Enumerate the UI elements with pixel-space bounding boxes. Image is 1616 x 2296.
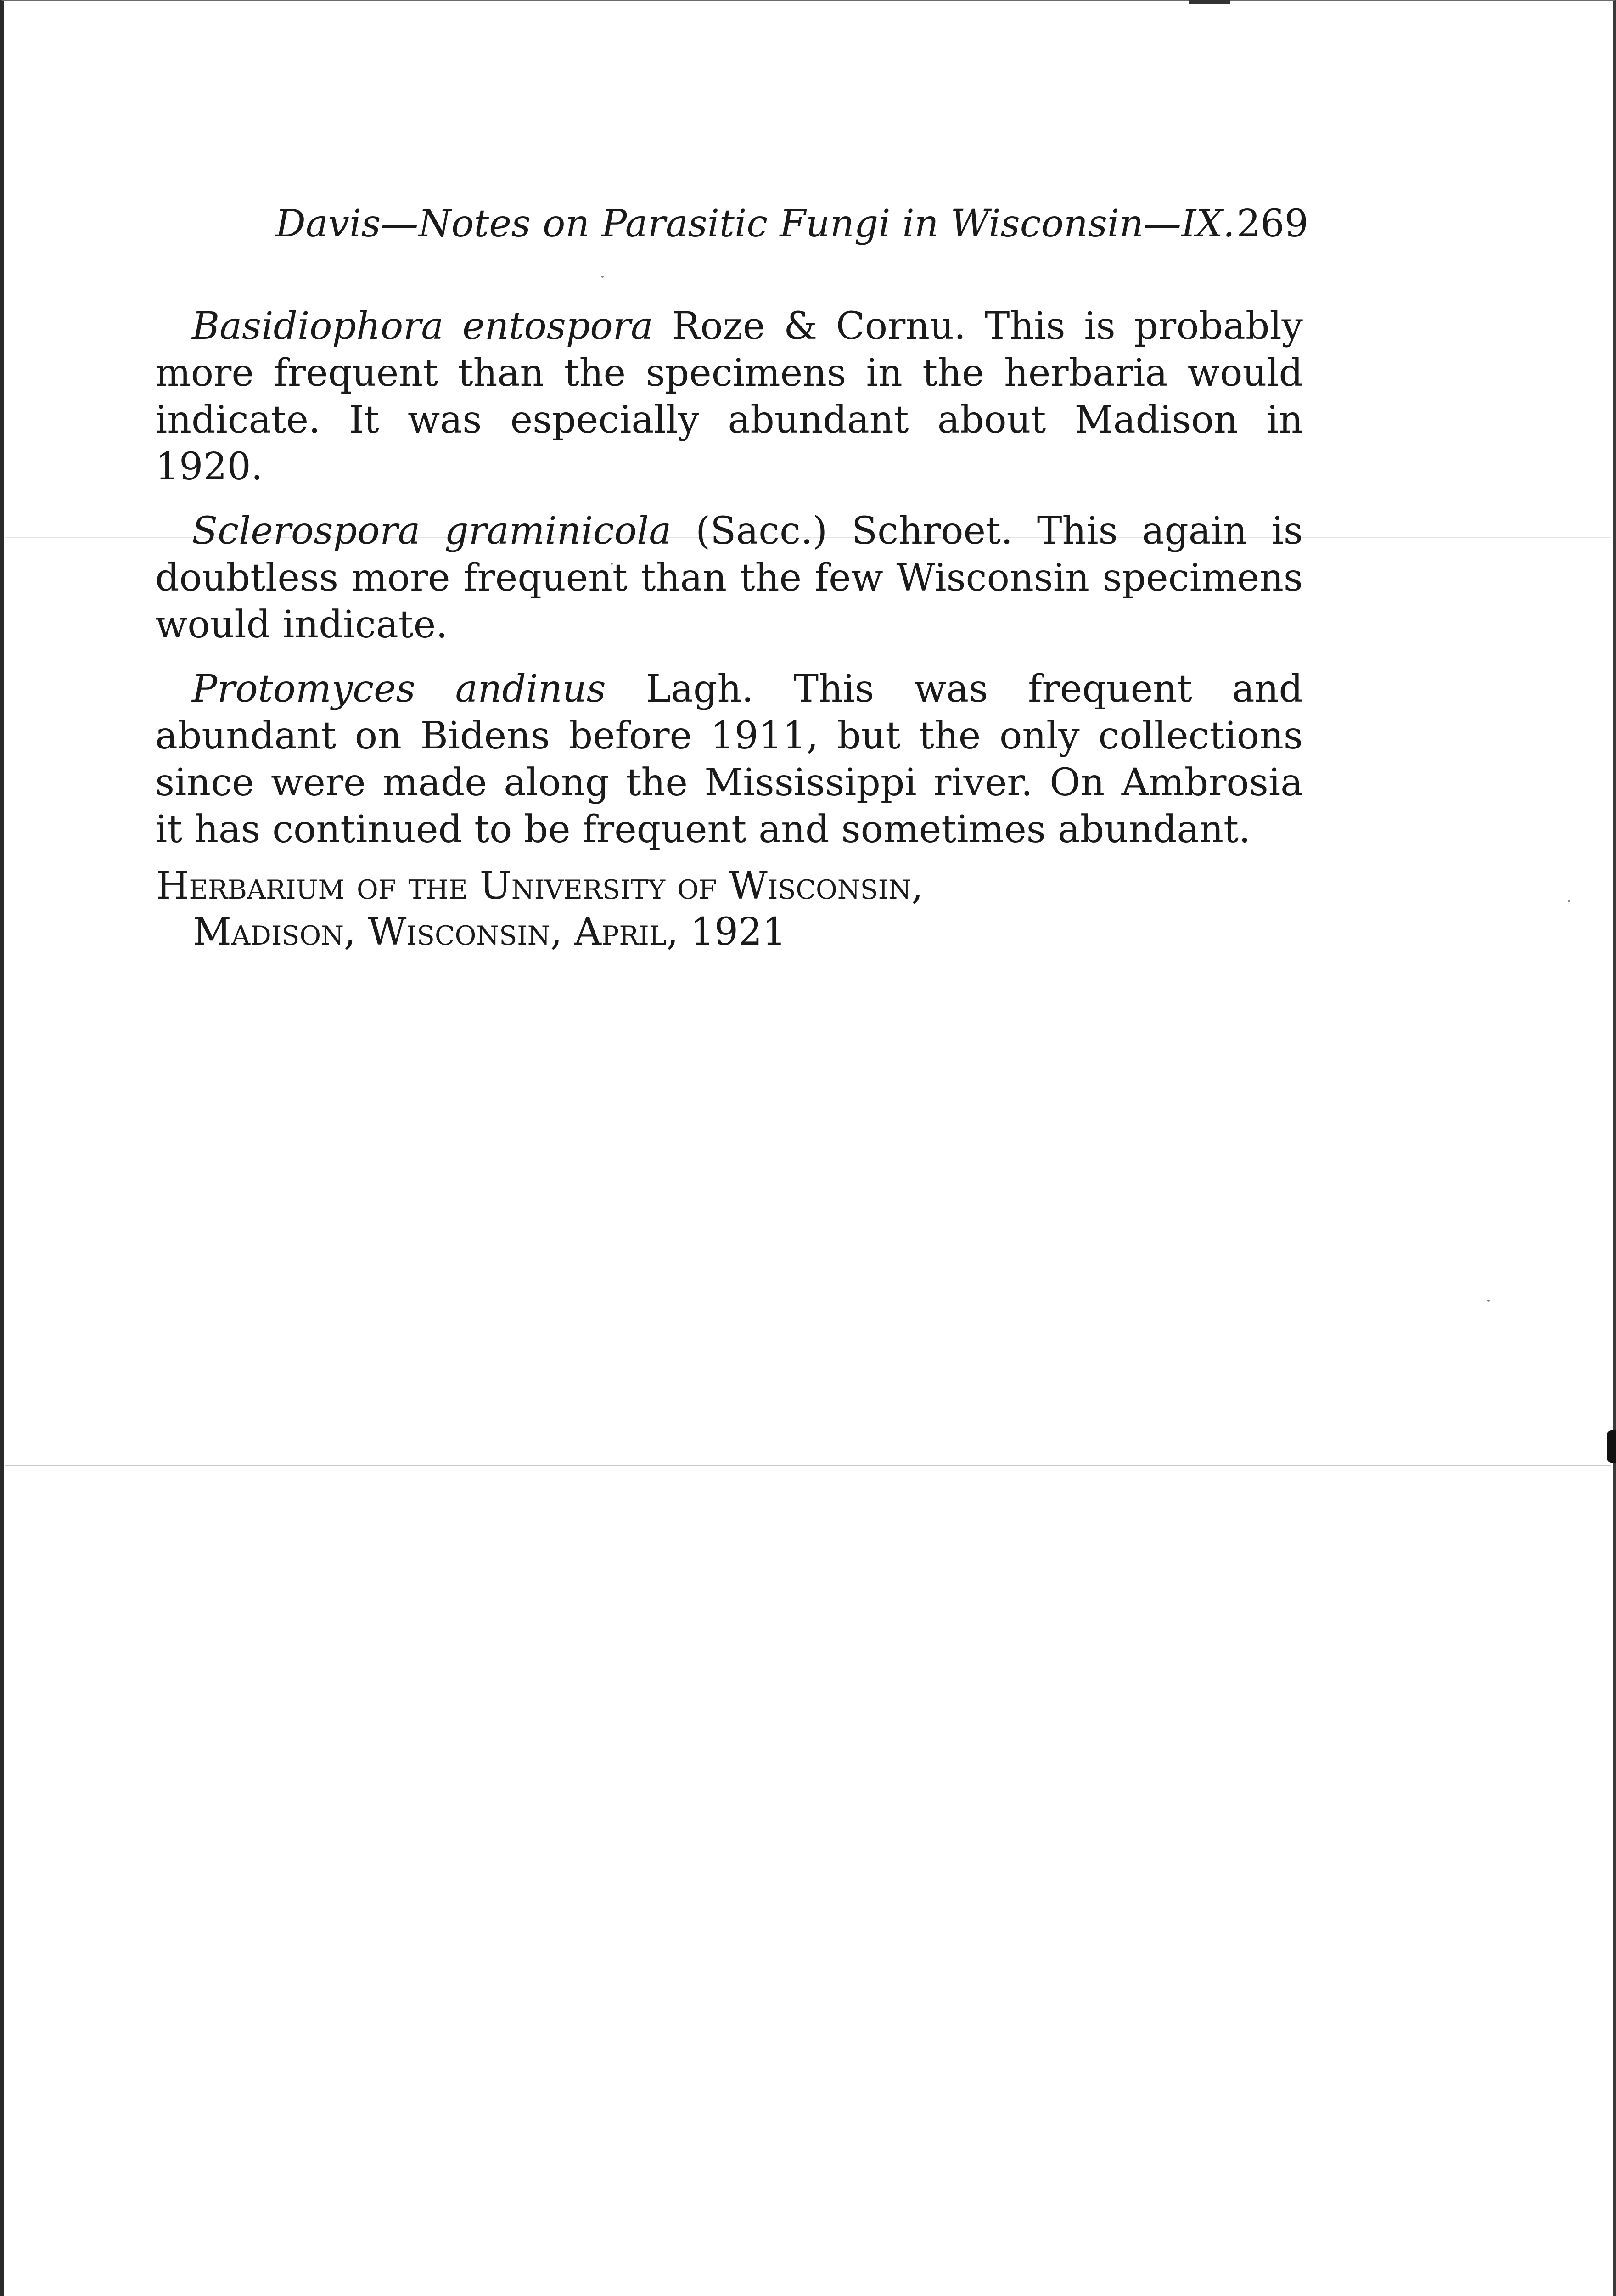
scan-speck: [1487, 1300, 1490, 1302]
running-title: Davis—Notes on Parasitic Fungi in Wisconsin—IX.: [275, 202, 1235, 246]
fold-line: [5, 1465, 1611, 1466]
scan-speck: [1568, 900, 1570, 902]
taxon-name: Sclerospora graminicola: [192, 509, 672, 553]
taxon-name: Protomyces andinus: [192, 667, 606, 711]
paragraph-text: Roze & Cornu. This is probably more frequent than the specimens in the herbaria would indicate. It was especially abundant about Madison in 1920.: [155, 304, 1303, 489]
paragraph-text: (Sacc.) Schroet. This again is doubtless more frequent than the few Wisconsin specimens would indicate.: [155, 509, 1303, 647]
scan-edge-mark: [1189, 0, 1230, 4]
paragraph-sclerospora: [155, 508, 1303, 648]
signoff-institution: Herbarium of the University of Wisconsin,: [156, 864, 924, 908]
scan-speck: [601, 276, 604, 278]
body-text: [155, 303, 1303, 871]
running-head: [275, 202, 1308, 253]
institution-signoff: [156, 863, 923, 955]
page-number: 269: [1236, 202, 1308, 246]
paragraph-protomyces: [155, 666, 1303, 853]
paragraph-basidiophora: [155, 303, 1303, 490]
taxon-name: Basidiophora entospora: [192, 304, 653, 348]
paragraph-text: Lagh. This was frequent and abundant on Bidens before 1911, but the only collections since were made along the Mississippi river. On Ambrosia it has continued to be frequent and sometimes abundant.: [155, 667, 1303, 851]
signoff-place-date: Madison, Wisconsin, April, 1921: [193, 910, 786, 954]
binding-clip-mark: [1607, 1430, 1616, 1463]
